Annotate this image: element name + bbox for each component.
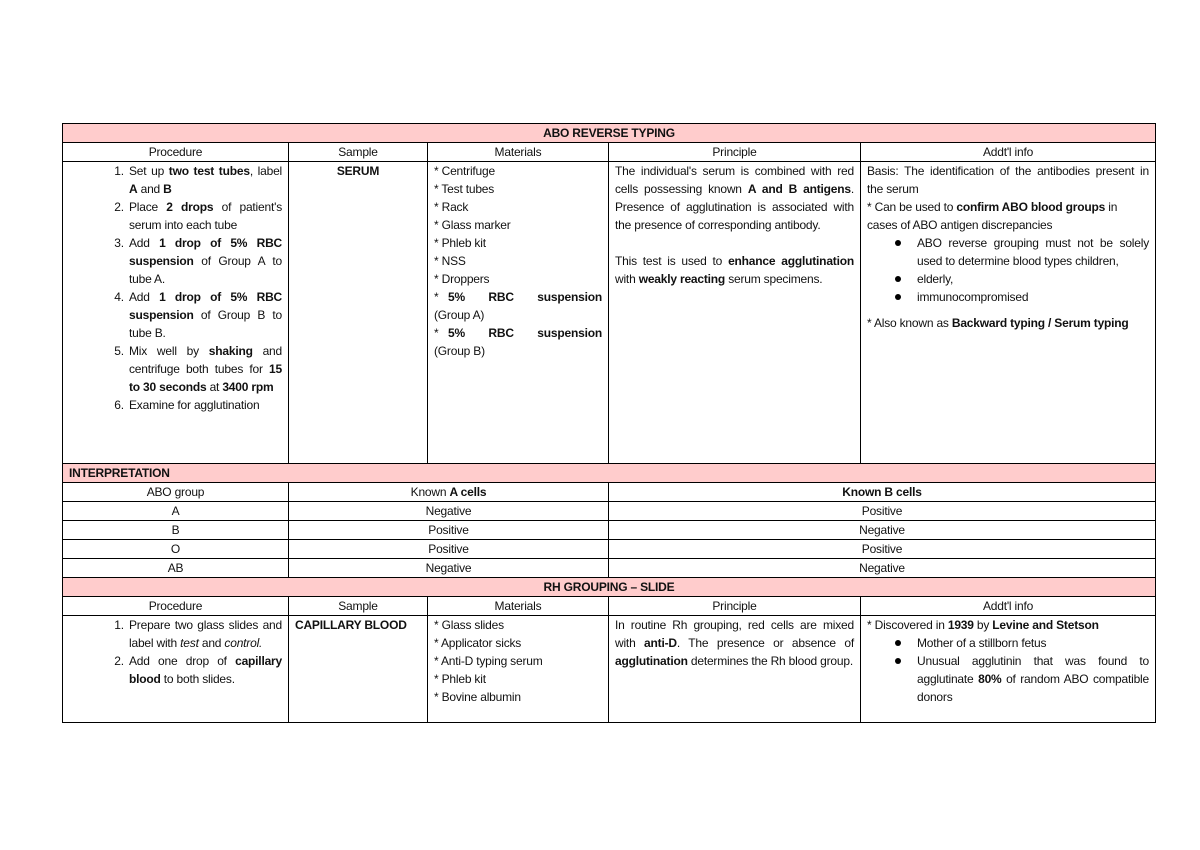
info-bullet: ABO reverse grouping must not be solely used to determine blood types children,: [917, 234, 1149, 270]
bullet-icon: [895, 240, 901, 246]
bullet-icon: [895, 294, 901, 300]
bullet-icon: [895, 276, 901, 282]
bullet-icon: [895, 658, 901, 664]
b-cells-result: Positive: [609, 502, 1156, 521]
interpretation-header-row: [63, 483, 1156, 502]
a-cells-result: Negative: [289, 502, 609, 521]
principle-paragraph: The individual's serum is combined with red cells possessing known A and B antigens. Presence of agglutination is associated with the presence of corresponding antibody.: [615, 164, 854, 232]
header-principle: Principle: [609, 143, 861, 162]
procedure-step: 2. Place 2 drops of patient's serum into each tube: [127, 198, 282, 234]
procedure-step: 1. Set up two test tubes, label A and B: [127, 162, 282, 198]
material-item: * Bovine albumin: [434, 690, 521, 704]
table-row: [63, 559, 1156, 578]
material-item: * Glass marker: [434, 218, 511, 232]
material-item: * NSS: [434, 254, 466, 268]
procedure-step: 4. Add 1 drop of 5% RBC suspension of Group B to tube B.: [127, 288, 282, 342]
rh-content-row: [63, 616, 1156, 723]
info-line: * Can be used to confirm ABO blood groups in cases of ABO antigen discrepancies: [867, 200, 1118, 232]
info-line: * Also known as Backward typing / Serum typing: [867, 316, 1129, 330]
reverse-principle-cell: [609, 162, 861, 464]
rh-sample-cell: CAPILLARY BLOOD: [289, 616, 428, 723]
header-procedure: Procedure: [63, 597, 289, 616]
table-row: [63, 521, 1156, 540]
material-item: * Rack: [434, 200, 469, 214]
b-cells-result: Negative: [609, 521, 1156, 540]
interp-col-abo: ABO group: [63, 483, 289, 502]
a-cells-result: Positive: [289, 540, 609, 559]
abo-group: O: [63, 540, 289, 559]
rh-materials-cell: [428, 616, 609, 723]
material-item: * Droppers: [434, 272, 490, 286]
interp-col-b-cells: Known B cells: [609, 483, 1156, 502]
rh-procedure-cell: [63, 616, 289, 723]
interpretation-title-row: [63, 464, 1156, 483]
header-procedure: Procedure: [63, 143, 289, 162]
material-item: * Phleb kit: [434, 672, 486, 686]
material-item: * Centrifuge: [434, 164, 495, 178]
reverse-procedure-list: [69, 162, 282, 414]
material-item: * 5% RBC suspension (Group B): [434, 326, 602, 358]
principle-paragraph: This test is used to enhance agglutination with weakly reacting serum specimens.: [615, 254, 854, 286]
header-materials: Materials: [428, 143, 609, 162]
abo-group: A: [63, 502, 289, 521]
rh-info-cell: [861, 616, 1156, 723]
abo-rh-table: [62, 123, 1156, 723]
material-item: * 5% RBC suspension (Group A): [434, 290, 602, 322]
rh-title: RH GROUPING – SLIDE: [63, 578, 1156, 597]
info-bullet: Unusual agglutinin that was found to agglutinate 80% of random ABO compatible donors: [917, 652, 1149, 706]
header-info: Addt'l info: [861, 597, 1156, 616]
table-row: [63, 502, 1156, 521]
a-cells-result: Negative: [289, 559, 609, 578]
bullet-icon: [895, 640, 901, 646]
rh-principle-cell: In routine Rh grouping, red cells are mixed with anti-D. The presence or absence of agglutination determines the Rh blood group.: [609, 616, 861, 723]
header-sample: Sample: [289, 597, 428, 616]
material-item: * Glass slides: [434, 618, 504, 632]
rh-title-row: [63, 578, 1156, 597]
material-item: * Test tubes: [434, 182, 495, 196]
info-bullet: immunocompromised: [917, 288, 1149, 306]
interpretation-title: INTERPRETATION: [63, 464, 1156, 483]
info-basis: Basis: The identification of the antibodies present in the serum: [867, 164, 1149, 196]
info-bullets: [867, 234, 1149, 306]
material-item: * Anti-D typing serum: [434, 654, 543, 668]
info-bullet: elderly,: [917, 270, 1149, 288]
reverse-sample-cell: SERUM: [289, 162, 428, 464]
header-sample: Sample: [289, 143, 428, 162]
header-materials: Materials: [428, 597, 609, 616]
b-cells-result: Positive: [609, 540, 1156, 559]
abo-group: B: [63, 521, 289, 540]
info-bullet: Mother of a stillborn fetus: [917, 634, 1149, 652]
procedure-step: 1. Prepare two glass slides and label with test and control.: [127, 616, 282, 652]
header-principle: Principle: [609, 597, 861, 616]
reverse-procedure-cell: [63, 162, 289, 464]
procedure-step: 2. Add one drop of capillary blood to both slides.: [127, 652, 282, 688]
material-item: * Applicator sicks: [434, 636, 522, 650]
rh-procedure-list: [69, 616, 282, 688]
reverse-content-row: [63, 162, 1156, 464]
reverse-materials-cell: [428, 162, 609, 464]
procedure-step: 3. Add 1 drop of 5% RBC suspension of Group A to tube A.: [127, 234, 282, 288]
rh-header-row: [63, 597, 1156, 616]
interp-col-a-cells: Known A cells: [289, 483, 609, 502]
reverse-title-row: [63, 124, 1156, 143]
reverse-title: ABO REVERSE TYPING: [63, 124, 1156, 143]
info-bullets: [867, 634, 1149, 706]
material-item: * Phleb kit: [434, 236, 486, 250]
a-cells-result: Positive: [289, 521, 609, 540]
abo-group: AB: [63, 559, 289, 578]
reverse-header-row: [63, 143, 1156, 162]
header-info: Addt'l info: [861, 143, 1156, 162]
reverse-info-cell: [861, 162, 1156, 464]
procedure-step: 5. Mix well by shaking and centrifuge both tubes for 15 to 30 seconds at 3400 rpm: [127, 342, 282, 396]
procedure-step: 6. Examine for agglutination: [127, 396, 282, 414]
table-row: [63, 540, 1156, 559]
info-line: * Discovered in 1939 by Levine and Stetson: [867, 618, 1099, 632]
b-cells-result: Negative: [609, 559, 1156, 578]
